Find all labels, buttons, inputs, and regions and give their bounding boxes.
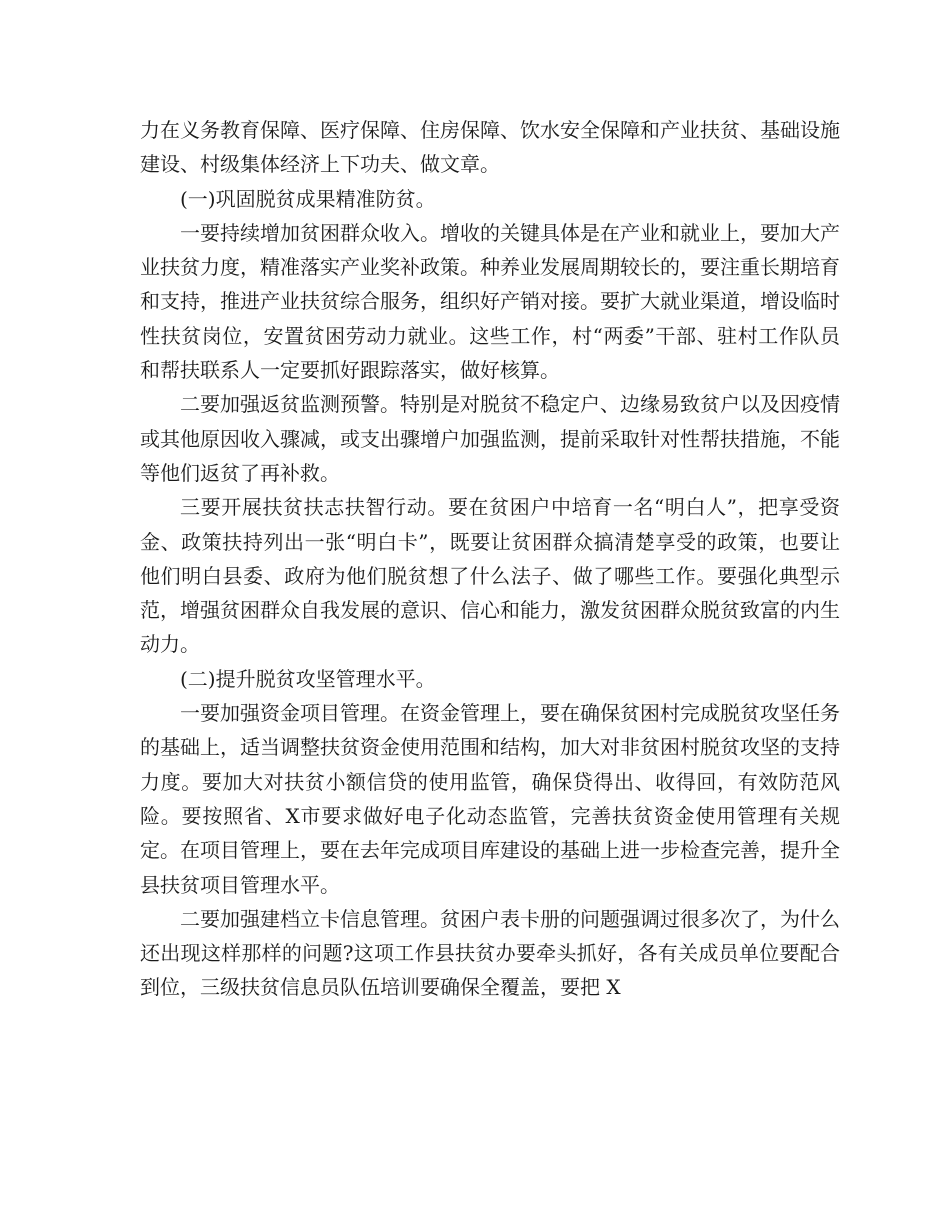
document-body — [140, 113, 840, 1005]
paragraph-poverty-monitoring: 二要加强返贫监测预警。特别是对脱贫不稳定户、边缘易致贫户以及因疫情或其他原因收入骤减，或支出骤增户加强监测，提前采取针对性帮扶措施，不能等他们返贫了再补救。 — [140, 392, 840, 485]
paragraph-increase-income: 一要持续增加贫困群众收入。增收的关键具体是在产业和就业上，要加大产业扶贫力度，精准落实产业奖补政策。种养业发展周期较长的，要注重长期培育和支持，推进产业扶贫综合服务，组织好产销对接。要扩大就业渠道，增设临时性扶贫岗位，安置贫困劳动力就业。这些工作，村“两委”干部、驻村工作队员和帮扶联系人一定要抓好跟踪落实，做好核算。 — [140, 220, 840, 383]
paragraph-record-management: 二要加强建档立卡信息管理。贫困户表卡册的问题强调过很多次了，为什么还出现这样那样的问题?这项工作县扶贫办要牵头抓好，各有关成员单位要配合到位，三级扶贫信息员队伍培训要确保全覆盖，要把 X — [140, 906, 840, 1000]
paragraph-continuation: 力在义务教育保障、医疗保障、住房保障、饮水安全保障和产业扶贫、基础设施建设、村级集体经济上下功夫、做文章。 — [140, 118, 840, 177]
paragraph-aspiration-action: 三要开展扶贫扶志扶智行动。要在贫困户中培育一名“明白人”，把享受资金、政策扶持列出一张“明白卡”，既要让贫困群众搞清楚享受的政策，也要让他们明白县委、政府为他们脱贫想了什么法子、做了哪些工作。要强化典型示范，增强贫困群众自我发展的意识、信心和能力，激发贫困群众脱贫致富的内生动力。 — [140, 495, 840, 657]
section-heading-1: (一)巩固脱贫成果精准防贫。 — [180, 186, 436, 211]
paragraph-fund-project-management: 一要加强资金项目管理。在资金管理上，要在确保贫困村完成脱贫攻坚任务的基础上，适当调整扶贫资金使用范围和结构，加大对非贫困村脱贫攻坚的支持力度。要加大对扶贫小额信贷的使用监管，确保贷得出、收得回，有效防范风险。要按照省、X市要求做好电子化动态监管，完善扶贫资金使用管理有关规定。在项目管理上，要在去年完成项目库建设的基础上进一步检查完善，提升全县扶贫项目管理水平。 — [140, 701, 840, 897]
section-heading-2: (二)提升脱贫攻坚管理水平。 — [180, 666, 436, 691]
